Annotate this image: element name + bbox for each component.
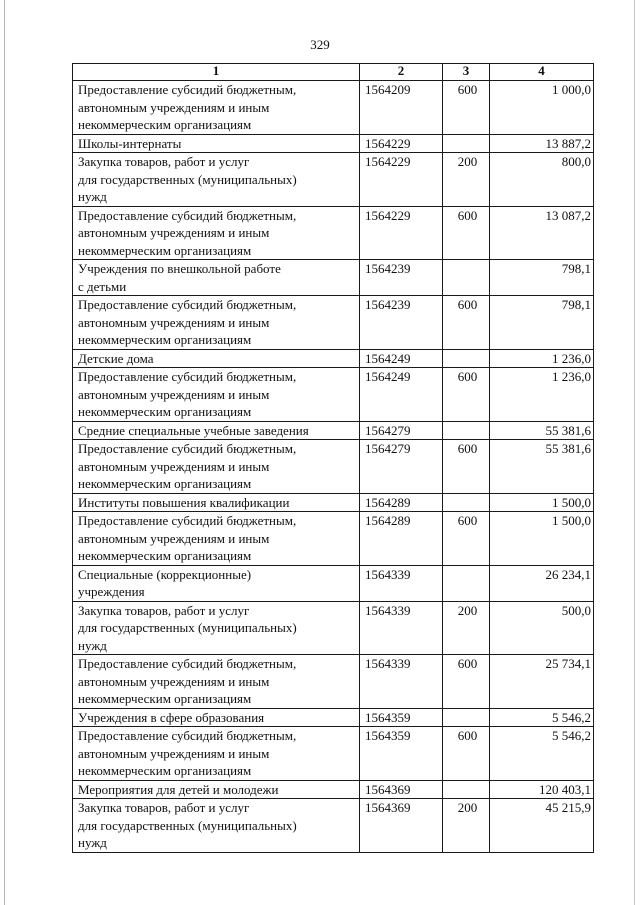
- expense-name-cell: [73, 349, 360, 368]
- target-article-cell: 1564229: [360, 206, 443, 260]
- expense-name-cell: [73, 565, 360, 601]
- expense-name-line: Закупка товаров, работ и услуг: [78, 602, 250, 618]
- target-article-cell: 1564279: [360, 421, 443, 440]
- expense-name-line: некоммерческим организациям: [78, 332, 252, 347]
- target-article-cell: 1564339: [360, 655, 443, 709]
- table-row: [73, 153, 594, 207]
- target-article-cell: 1564359: [360, 708, 443, 727]
- table-row: [73, 81, 594, 135]
- expense-name-cell: [73, 421, 360, 440]
- table-header-row: [73, 64, 594, 81]
- amount-cell: 55 381,6: [490, 421, 594, 440]
- expense-type-cell: [443, 349, 490, 368]
- expense-name-cell: [73, 206, 360, 260]
- target-article-cell: 1564339: [360, 601, 443, 655]
- table-row: [73, 260, 594, 296]
- expense-type-cell: 600: [443, 368, 490, 422]
- expense-name-line: Предоставление субсидий бюджетным,: [78, 297, 297, 312]
- expense-name-line: нужд: [78, 637, 107, 653]
- expense-name-line: некоммерческим организациям: [78, 691, 252, 706]
- amount-cell: 25 734,1: [490, 655, 594, 709]
- expense-type-cell: 600: [443, 296, 490, 350]
- expense-name-cell: [73, 368, 360, 422]
- column-header-name: 1: [73, 64, 360, 81]
- target-article-cell: 1564279: [360, 440, 443, 494]
- table-row: [73, 296, 594, 350]
- expense-name-line: Закупка товаров, работ и услуг: [78, 800, 250, 815]
- expense-name-line: нужд: [78, 835, 107, 850]
- expense-name-line: нужд: [78, 189, 107, 204]
- expense-name-cell: [73, 440, 360, 494]
- table-row: [73, 565, 594, 601]
- table-row: [73, 601, 594, 655]
- amount-cell: 45 215,9: [490, 799, 594, 853]
- scan-edge-left: [4, 0, 5, 905]
- target-article-cell: 1564369: [360, 799, 443, 853]
- expense-type-cell: 200: [443, 799, 490, 853]
- expense-name-line: автономным учреждениям и иным: [78, 314, 270, 330]
- expense-type-cell: 600: [443, 727, 490, 781]
- expense-type-cell: [443, 493, 490, 512]
- expense-type-cell: 600: [443, 655, 490, 709]
- expense-name-line: Мероприятия для детей и молодежи: [78, 781, 279, 797]
- expense-name-line: Предоставление субсидий бюджетным,: [78, 82, 297, 97]
- table-row: [73, 421, 594, 440]
- expense-name-cell: [73, 708, 360, 727]
- target-article-cell: 1564289: [360, 493, 443, 512]
- table-body: [73, 81, 594, 853]
- expense-name-line: Специальные (коррекционные): [78, 566, 252, 582]
- amount-cell: 5 546,2: [490, 727, 594, 781]
- expense-name-cell: [73, 81, 360, 135]
- table-row: [73, 349, 594, 368]
- amount-cell: 5 546,2: [490, 708, 594, 727]
- expense-name-cell: [73, 655, 360, 709]
- expense-name-line: некоммерческим организациям: [78, 548, 252, 563]
- table-row: [73, 368, 594, 422]
- column-header-type: 3: [443, 64, 490, 81]
- column-header-code: 2: [360, 64, 443, 81]
- expense-type-cell: [443, 780, 490, 799]
- table-row: [73, 206, 594, 260]
- target-article-cell: 1564249: [360, 349, 443, 368]
- table-row: [73, 799, 594, 853]
- expense-name-line: некоммерческим организациям: [78, 242, 252, 258]
- expense-name-line: автономным учреждениям и иным: [78, 745, 270, 761]
- table-row: [73, 727, 594, 781]
- expense-name-line: для государственных (муниципальных): [78, 620, 297, 635]
- expense-name-line: Средние специальные учебные заведения: [78, 422, 309, 438]
- amount-cell: 800,0: [490, 153, 594, 207]
- amount-cell: 798,1: [490, 260, 594, 296]
- target-article-cell: 1564359: [360, 727, 443, 781]
- amount-cell: 55 381,6: [490, 440, 594, 494]
- table-row: [73, 655, 594, 709]
- amount-cell: 13 087,2: [490, 206, 594, 260]
- target-article-cell: 1564209: [360, 81, 443, 135]
- budget-table: [72, 63, 594, 853]
- amount-cell: 13 887,2: [490, 134, 594, 153]
- amount-cell: 500,0: [490, 601, 594, 655]
- expense-type-cell: 600: [443, 81, 490, 135]
- amount-cell: 1 500,0: [490, 512, 594, 566]
- expense-name-line: Детские дома: [78, 350, 154, 366]
- amount-cell: 1 236,0: [490, 368, 594, 422]
- expense-type-cell: 600: [443, 206, 490, 260]
- amount-cell: 1 236,0: [490, 349, 594, 368]
- expense-name-line: Предоставление субсидий бюджетным,: [78, 441, 297, 456]
- expense-type-cell: 600: [443, 440, 490, 494]
- target-article-cell: 1564229: [360, 153, 443, 207]
- expense-name-line: Предоставление субсидий бюджетным,: [78, 728, 297, 743]
- expense-name-line: Учреждения в сфере образования: [78, 709, 265, 725]
- expense-name-line: с детьми: [78, 278, 127, 294]
- expense-name-cell: [73, 493, 360, 512]
- expense-name-line: автономным учреждениям и иным: [78, 99, 270, 115]
- target-article-cell: 1564229: [360, 134, 443, 153]
- expense-name-line: Предоставление субсидий бюджетным,: [78, 513, 297, 528]
- expense-name-line: Предоставление субсидий бюджетным,: [78, 207, 297, 223]
- target-article-cell: 1564239: [360, 296, 443, 350]
- expense-name-line: Школы-интернаты: [78, 135, 182, 151]
- expense-type-cell: 200: [443, 153, 490, 207]
- expense-name-line: некоммерческим организациям: [78, 404, 252, 419]
- expense-name-cell: [73, 512, 360, 566]
- expense-name-line: Предоставление субсидий бюджетным,: [78, 369, 297, 384]
- table-row: [73, 440, 594, 494]
- expense-name-line: Институты повышения квалификации: [78, 494, 290, 510]
- expense-type-cell: [443, 565, 490, 601]
- target-article-cell: 1564369: [360, 780, 443, 799]
- expense-name-cell: [73, 134, 360, 153]
- scan-edge-right: [634, 0, 635, 905]
- target-article-cell: 1564239: [360, 260, 443, 296]
- expense-name-line: автономным учреждениям и иным: [78, 225, 270, 240]
- expense-name-cell: [73, 799, 360, 853]
- expense-name-line: Закупка товаров, работ и услуг: [78, 154, 250, 169]
- table-row: [73, 134, 594, 153]
- target-article-cell: 1564249: [360, 368, 443, 422]
- page-number: 329: [310, 37, 330, 52]
- target-article-cell: 1564289: [360, 512, 443, 566]
- expense-type-cell: 200: [443, 601, 490, 655]
- amount-cell: 120 403,1: [490, 780, 594, 799]
- expense-name-line: некоммерческим организациям: [78, 763, 252, 778]
- expense-name-line: некоммерческим организациям: [78, 117, 252, 132]
- amount-cell: 26 234,1: [490, 565, 594, 601]
- table-row: [73, 708, 594, 727]
- expense-name-cell: [73, 296, 360, 350]
- expense-name-cell: [73, 780, 360, 799]
- expense-name-line: автономным учреждениям и иным: [78, 673, 270, 689]
- expense-name-line: Предоставление субсидий бюджетным,: [78, 656, 297, 671]
- expense-name-cell: [73, 601, 360, 655]
- expense-type-cell: [443, 134, 490, 153]
- expense-name-line: некоммерческим организациям: [78, 476, 252, 491]
- expense-name-cell: [73, 727, 360, 781]
- expense-type-cell: 600: [443, 512, 490, 566]
- expense-name-line: автономным учреждениям и иным: [78, 530, 270, 546]
- expense-name-line: для государственных (муниципальных): [78, 171, 297, 187]
- expense-name-line: для государственных (муниципальных): [78, 817, 297, 833]
- expense-name-line: автономным учреждениям и иным: [78, 386, 270, 402]
- expense-name-line: автономным учреждениям и иным: [78, 458, 270, 474]
- expense-name-cell: [73, 153, 360, 207]
- expense-name-line: учреждения: [78, 584, 145, 599]
- table-row: [73, 493, 594, 512]
- table-row: [73, 780, 594, 799]
- amount-cell: 1 000,0: [490, 81, 594, 135]
- column-header-amount: 4: [490, 64, 594, 81]
- target-article-cell: 1564339: [360, 565, 443, 601]
- table-row: [73, 512, 594, 566]
- expense-type-cell: [443, 260, 490, 296]
- expense-type-cell: [443, 421, 490, 440]
- amount-cell: 1 500,0: [490, 493, 594, 512]
- expense-type-cell: [443, 708, 490, 727]
- expense-name-line: Учреждения по внешкольной работе: [78, 261, 281, 276]
- expense-name-cell: [73, 260, 360, 296]
- amount-cell: 798,1: [490, 296, 594, 350]
